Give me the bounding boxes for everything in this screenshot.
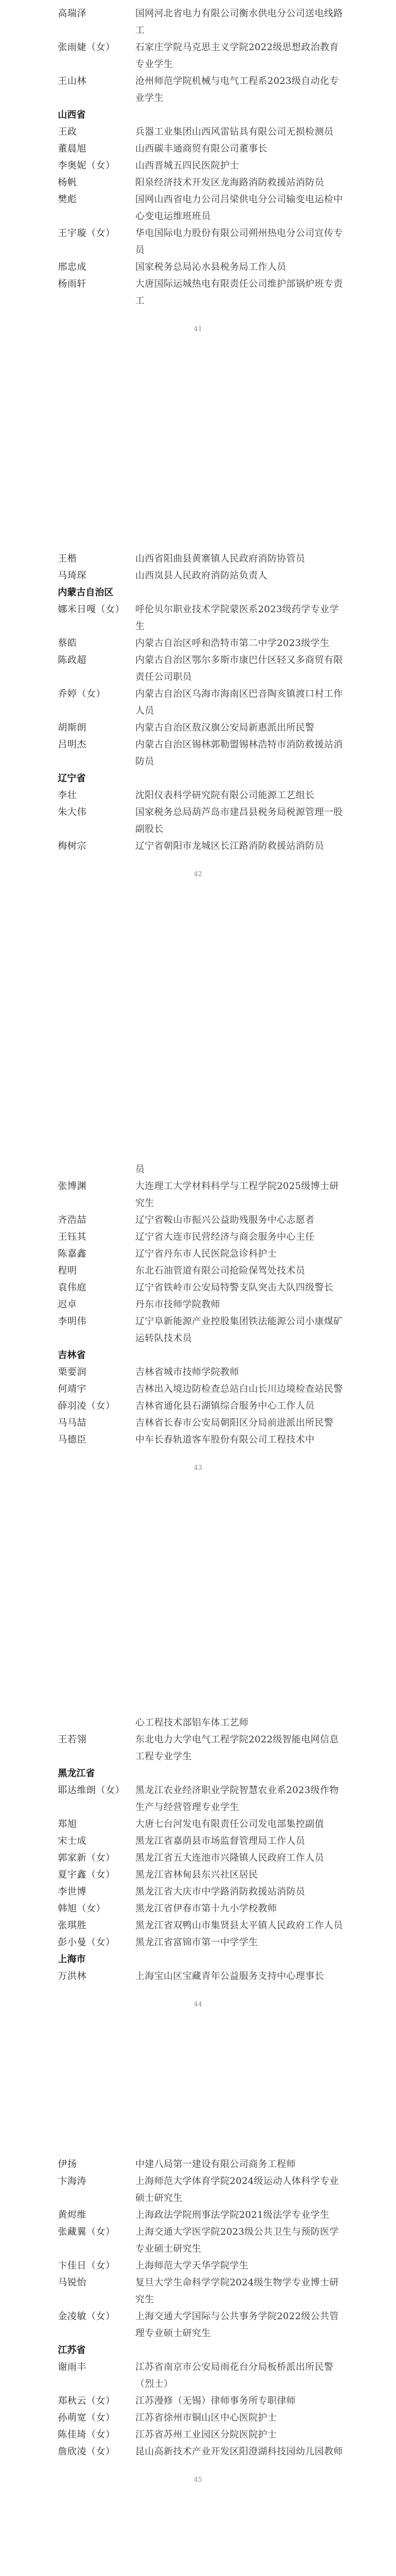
entry-row [58, 73, 347, 107]
entry-row [58, 2308, 347, 2342]
document-page [0, 551, 396, 855]
entry-row [58, 2258, 347, 2275]
page-content [0, 5, 396, 310]
entry-name: 迟卓 [58, 1299, 77, 1310]
entry-name: 郭家新（女） [58, 1853, 115, 1863]
entry-description: 大唐国际运城热电有限责任公司维护部锅炉班专责工 [135, 279, 343, 306]
entry-row [58, 1178, 347, 1212]
entry-name: 马德臣 [58, 1434, 87, 1445]
entry-description: 国家税务总局沁水县税务局工作人员 [135, 262, 286, 273]
entry-name: 吕明杰 [58, 739, 87, 750]
entry-description: 国网河北省电力有限公司衡水供电分公司送电线路工 [135, 8, 343, 36]
page-number: 42 [194, 870, 202, 878]
entry-name: 陈佳琦（女） [58, 2429, 115, 2440]
entry-row [58, 1398, 347, 1415]
entry-description: 黑龙江农业经济职业学院智慧农业系2023级作物生产与经营管理专业学生 [135, 1785, 339, 1813]
entry-row [58, 2173, 347, 2207]
entry-description: 内蒙古自治区乌海市海南区巴音陶亥镇渡口村工作人员 [135, 689, 343, 716]
entry-row [58, 1917, 347, 1934]
entry-description: 吉林省城市技师学院教师 [135, 1367, 239, 1378]
entry-name: 齐浩喆 [58, 1215, 87, 1226]
continued-description [58, 1715, 347, 1732]
continued-description [58, 1161, 347, 1178]
entry-description: 辽宁省丹东市人民医院急诊科护士 [135, 1248, 277, 1259]
province-heading: 山西省 [58, 110, 86, 120]
entry-description: 中建八局第一建设有限公司商务工程师 [135, 2159, 296, 2170]
entry-row [58, 551, 347, 568]
entry-row [58, 1867, 347, 1884]
page-content [0, 1161, 396, 1449]
entry-description: 黑龙江省富锦市第一中学学生 [135, 1937, 258, 1948]
entry-row [58, 1313, 347, 1347]
entry-name: 何靖宇 [58, 1384, 87, 1395]
entry-row [58, 2207, 347, 2224]
entry-row [58, 39, 347, 73]
entry-row [58, 601, 347, 635]
page-number: 43 [194, 1464, 202, 1471]
entry-name: 胡斯朗 [58, 722, 87, 733]
entry-row [58, 652, 347, 686]
entry-description: 国家税务总局葫芦岛市建昌县税务局税源管理一股副股长 [135, 807, 343, 835]
document-page [0, 2156, 396, 2460]
entry-description: 江苏省徐州市铜山区中心医院护士 [135, 2412, 277, 2423]
entry-row [58, 1884, 347, 1901]
entry-description: 石家庄学院马克思主义学院2022级思想政治教育专业学生 [135, 42, 339, 70]
entry-name: 梅树宗 [58, 841, 87, 852]
entry-description: 辽宁省鞍山市振兴公益助残服务中心志愿者 [135, 1215, 315, 1226]
entry-name: 邢忠成 [58, 262, 87, 273]
entry-name: 耶达维朗（女） [58, 1785, 125, 1796]
entry-name: 程明 [58, 1265, 77, 1276]
entry-description: 辽宁阜新能源产业控股集团铁法能源公司小康煤矿运转队技术员 [135, 1316, 343, 1344]
entry-row [58, 2224, 347, 2258]
document-page [0, 1715, 396, 1985]
entry-row [58, 158, 347, 174]
entry-description: 黑龙江省伊春市第十九小学校教师 [135, 1903, 277, 1914]
entry-name: 卞海涛 [58, 2176, 87, 2187]
entry-row [58, 2427, 347, 2444]
entry-row [58, 1833, 347, 1850]
entry-row [58, 804, 347, 838]
entry-name: 夏宇鑫（女） [58, 1869, 115, 1880]
entry-row [58, 1850, 347, 1867]
entry-description: 上海交通大学医学院2023级公共卫生与预防医学专业硕士研究生 [135, 2227, 339, 2254]
entry-description: 丹东市技师学院教师 [135, 1299, 220, 1310]
entry-name: 董晨旭 [58, 143, 87, 154]
entry-description: 华电国际电力股份有限公司朔州热电分公司宣传专员 [135, 228, 343, 256]
entry-row [58, 686, 347, 720]
entry-description: 黑龙江省嘉荫县市场监督管理局工作人员 [135, 1836, 305, 1847]
entry-name: 蔡皓 [58, 638, 77, 649]
entry-description: 黑龙江省五大连池市兴隆镇人民政府工作人员 [135, 1853, 324, 1863]
entry-description: 内蒙古自治区锡林郭勒盟锡林浩特市消防救援站消防员 [135, 739, 343, 767]
entry-name: 陈政超 [58, 655, 87, 666]
entry-description: 辽宁省大连市民营经济与商会服务中心主任 [135, 1232, 315, 1242]
entry-description: 黑龙江省大庆市中学路消防救援站消防员 [135, 1886, 305, 1897]
province-heading: 吉林省 [58, 1350, 86, 1361]
entry-row [58, 720, 347, 737]
province-heading: 辽宁省 [58, 773, 86, 784]
entry-row [58, 1782, 347, 1816]
entry-description: 兵器工业集团山西风雷钻具有限公司无损检测员 [135, 126, 334, 137]
entry-row [58, 737, 347, 770]
entry-name: 张博渊 [58, 1181, 87, 1192]
entry-row [58, 1816, 347, 1833]
entry-description: 山西岚县人民政府消防站负责人 [135, 570, 268, 581]
entry-row [58, 787, 347, 804]
page-content [0, 2156, 396, 2460]
entry-name: 孙萌宽（女） [58, 2412, 115, 2423]
entry-row [58, 1296, 347, 1313]
entry-description: 吉林省通化县石湖镇综合服务中心工作人员 [135, 1401, 315, 1411]
entry-row [58, 1381, 347, 1398]
entry-description: 上海交通大学国际与公共事务学院2022级公共管理专业硕士研究生 [135, 2311, 339, 2339]
entry-row [58, 124, 347, 141]
entry-row [58, 1901, 347, 1917]
entry-description: 内蒙古自治区敖汉旗公安局新惠派出所民警 [135, 722, 315, 733]
entry-description: 昆山高新技术产业开发区阳澄湖科技园幼儿园教师 [135, 2446, 343, 2457]
entry-name: 袁伟庭 [58, 1282, 87, 1293]
entry-name: 王楷 [58, 553, 77, 564]
entry-description: 心工程技术部铝车体工艺师 [135, 1717, 249, 1728]
page-content [0, 551, 396, 855]
entry-name: 李世博 [58, 1886, 87, 1897]
entry-description: 山西碳丰通商贸有限公司董事长 [135, 143, 268, 154]
entry-name: 朱大伟 [58, 807, 87, 818]
entry-description: 江苏省南京市公安局雨花台分局板桥派出所民警（烈士） [135, 2362, 334, 2390]
entry-row [58, 1415, 347, 1432]
entry-description: 江苏漫修（无锡）律师事务所专职律师 [135, 2396, 296, 2406]
entry-row [58, 1212, 347, 1229]
document-page [0, 5, 396, 310]
province-heading: 上海市 [58, 1954, 86, 1965]
entry-row [58, 2410, 347, 2427]
entry-name: 张琪胜 [58, 1920, 87, 1931]
entry-row [58, 259, 347, 276]
entry-row [58, 2156, 347, 2173]
entry-name: 彭小曼（女） [58, 1937, 115, 1948]
entry-name: 郑秋云（女） [58, 2396, 115, 2406]
entry-description: 沈阳仪表科学研究院有限公司能源工艺组长 [135, 790, 315, 801]
entry-name: 黄烬维 [58, 2210, 87, 2221]
entry-description: 大唐七台河发电有限责任公司发电部集控副值 [135, 1819, 324, 1830]
entry-name: 杨雨轩 [58, 279, 87, 289]
entry-row [58, 1280, 347, 1296]
entry-name: 王山林 [58, 76, 87, 87]
entry-name: 马锐怡 [58, 2277, 87, 2288]
entry-description: 沧州师范学院机械与电气工程系2023级自动化专业学生 [135, 76, 339, 104]
entry-description: 中车长春轨道客车股份有限公司工程技术中 [135, 1434, 315, 1445]
entry-description: 大连理工大学材料科学与工程学院2025级博士研究生 [135, 1181, 339, 1209]
entry-row [58, 1732, 347, 1765]
entry-row [58, 1229, 347, 1246]
entry-name: 宋士成 [58, 1836, 87, 1847]
entry-name: 詹欣凌（女） [58, 2446, 115, 2457]
entry-name: 郑旭 [58, 1819, 77, 1830]
entry-description: 呼伦贝尔职业技术学院蒙医系2023级药学专业学生 [135, 604, 339, 632]
entry-row [58, 141, 347, 158]
entry-description: 辽宁省朝阳市龙城区长江路消防救援站消防员 [135, 841, 324, 852]
document-page [0, 1161, 396, 1449]
entry-name: 李明伟 [58, 1316, 87, 1327]
entry-row [58, 1934, 347, 1951]
entry-name: 张雨婕（女） [58, 42, 115, 53]
province-heading: 内蒙古自治区 [58, 587, 113, 598]
entry-row [58, 2359, 347, 2393]
entry-row [58, 635, 347, 652]
entry-name: 娜米日嘎（女） [58, 604, 125, 615]
entry-description: 山西晋城五四民医院护士 [135, 160, 239, 171]
entry-name: 乔婷（女） [58, 689, 106, 699]
entry-description: 上海政法学院刑事法学院2021级法学专业学生 [135, 2210, 329, 2221]
entry-description: 辽宁省铁岭市公安局特警支队突击大队四级警长 [135, 1282, 334, 1293]
entry-description: 员 [135, 1164, 145, 1175]
entry-row [58, 2393, 347, 2410]
entry-row [58, 1246, 347, 1263]
entry-name: 陈嘉鑫 [58, 1248, 87, 1259]
entry-description: 江苏省苏州工业园区分院医院护士 [135, 2429, 277, 2440]
entry-name: 栗要润 [58, 1367, 87, 1378]
province-heading: 黑龙江省 [58, 1768, 95, 1779]
entry-row [58, 191, 347, 225]
entry-row [58, 276, 347, 310]
entry-name: 李奥妮（女） [58, 160, 115, 171]
entry-description: 东北电力大学电气工程学院2022级智能电网信息工程专业学生 [135, 1734, 339, 1762]
entry-description: 阳泉经济技术开发区龙海路消防救援站消防员 [135, 177, 324, 188]
entry-description: 复旦大学生命科学学院2024级生物学专业博士研究生 [135, 2277, 339, 2305]
entry-description: 上海师范大学天华学院学生 [135, 2260, 249, 2271]
entry-name: 张藏翼（女） [58, 2227, 115, 2237]
entry-description: 东北石油管道有限公司抢险保驾处技术员 [135, 1265, 305, 1276]
page-number: 44 [194, 2000, 202, 2008]
entry-description: 黑龙江省林甸县东兴社区居民 [135, 1869, 258, 1880]
entry-row [58, 1432, 347, 1449]
page-content [0, 1715, 396, 1985]
entry-row [58, 1263, 347, 1280]
entry-name: 韩旭（女） [58, 1903, 106, 1914]
entry-name: 王钰其 [58, 1232, 87, 1242]
entry-name: 樊彪 [58, 194, 77, 205]
entry-row [58, 1364, 347, 1381]
entry-name: 金凌敏（女） [58, 2311, 115, 2322]
entry-name: 卞佳日（女） [58, 2260, 115, 2271]
entry-row [58, 225, 347, 259]
entry-name: 薛羽凌（女） [58, 1401, 115, 1411]
entry-description: 内蒙古自治区鄂尔多斯市康巴什区轻又多商贸有限责任公司职员 [135, 655, 343, 683]
entry-description: 山西省阳曲县黄寨镇人民政府消防协管员 [135, 553, 305, 564]
entry-name: 伊扬 [58, 2159, 77, 2170]
entry-row [58, 2275, 347, 2308]
page-number: 41 [194, 325, 202, 333]
entry-name: 王若翎 [58, 1734, 87, 1745]
entry-name: 李壮 [58, 790, 77, 801]
entry-row [58, 1968, 347, 1985]
entry-name: 谢雨丰 [58, 2362, 87, 2373]
page-number: 45 [194, 2476, 202, 2483]
entry-name: 王宇璇（女） [58, 228, 115, 239]
entry-row [58, 568, 347, 584]
entry-name: 杨帆 [58, 177, 77, 188]
entry-row [58, 5, 347, 39]
entry-description: 吉林出入境边防检查总站白山长川边境检查站民警 [135, 1384, 343, 1395]
entry-name: 马马喆 [58, 1417, 87, 1428]
entry-description: 黑龙江省双鸭山市集贤县太平镇人民政府工作人员 [135, 1920, 343, 1931]
entry-description: 上海师范大学体育学院2024级运动人体科学专业硕士研究生 [135, 2176, 339, 2204]
entry-name: 高瑞泽 [58, 8, 87, 19]
entry-name: 马琦琛 [58, 570, 87, 581]
entry-description: 内蒙古自治区呼和浩特市第二中学2023级学生 [135, 638, 329, 649]
entry-description: 吉林省长春市公安局朝阳区分局前进派出所民警 [135, 1417, 334, 1428]
entry-name: 王政 [58, 126, 77, 137]
province-heading: 江苏省 [58, 2345, 86, 2356]
entry-description: 上海宝山区宝藏青年公益服务支持中心理事长 [135, 1971, 324, 1982]
entry-row [58, 2444, 347, 2460]
entry-row [58, 174, 347, 191]
entry-row [58, 838, 347, 855]
entry-description: 国网山西省电力公司吕梁供电分公司输变电运检中心变电运维班班员 [135, 194, 343, 222]
entry-name: 万洪林 [58, 1971, 87, 1982]
